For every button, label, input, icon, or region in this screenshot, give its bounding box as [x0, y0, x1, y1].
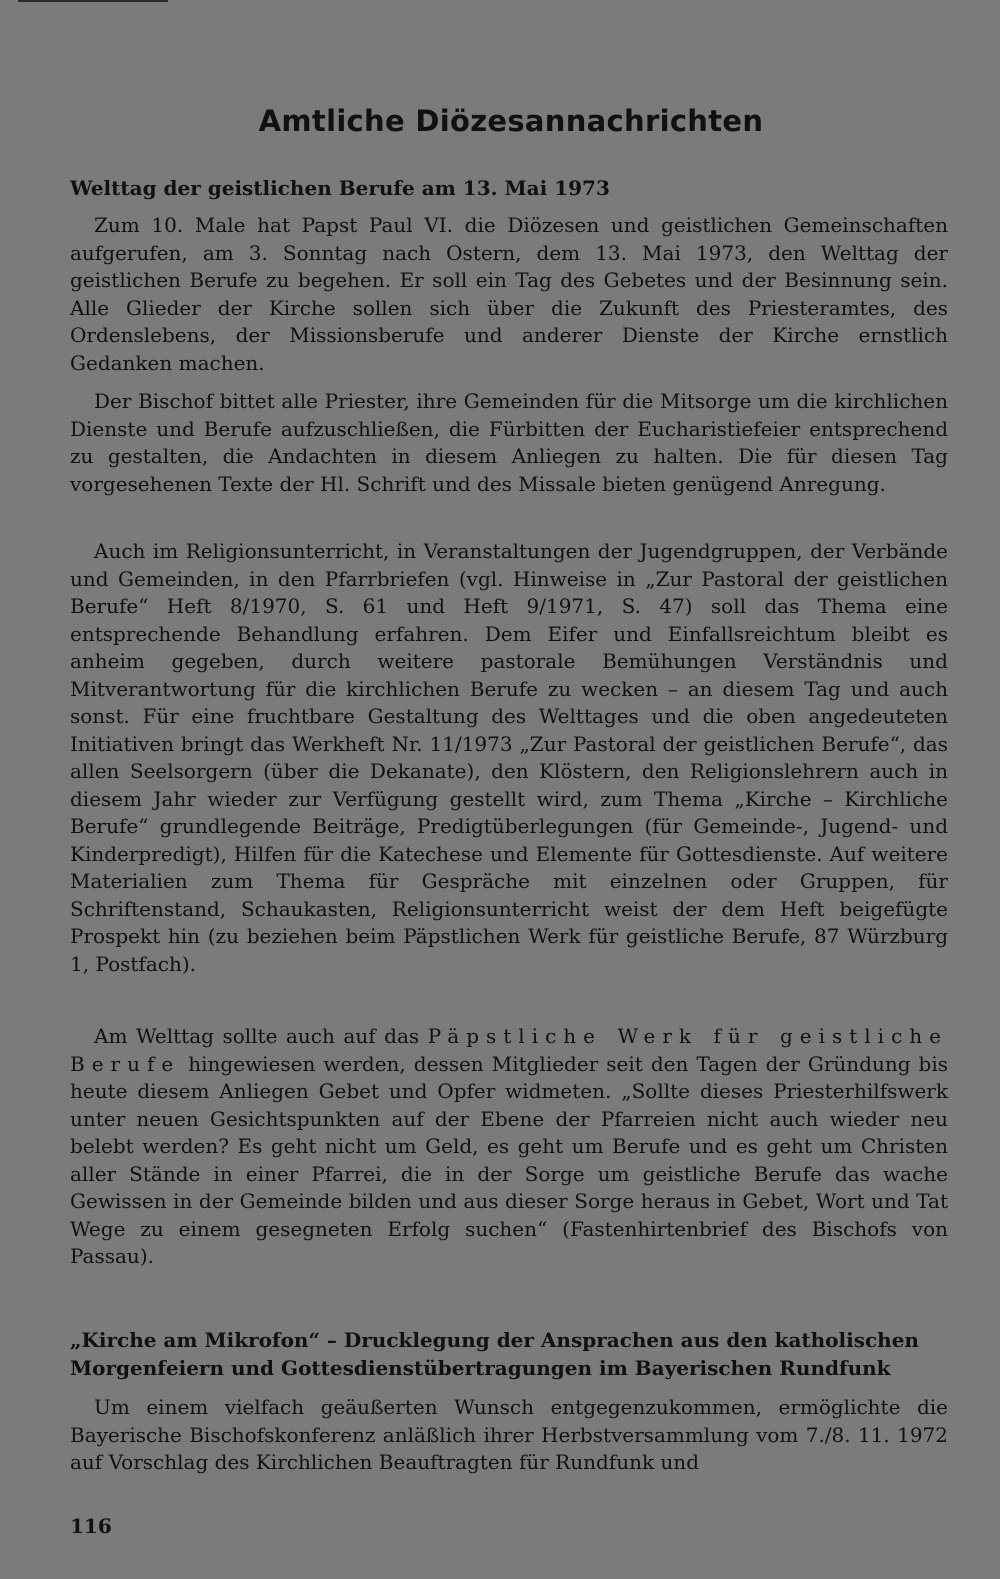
paragraph-1: Zum 10. Male hat Papst Paul VI. die Diözesen und geistlichen Gemeinschaften aufgerufen, am 3. Sonntag nach Ostern, dem 13. Mai 1973, den Welttag der geistlichen Berufe zu begehen. Er soll ein Tag des Gebetes und der Besinnung sein. Alle Glieder der Kirche sollen sich über die Zukunft des Priesteramtes, des Ordenslebens, der Missionsberufe und anderer Dienste der Kirche ernstlich Gedanken machen.	[70, 213, 948, 375]
page-number: 116	[70, 1514, 112, 1538]
top-rule	[18, 0, 168, 2]
paragraph-4-rest: hingewiesen werden, dessen Mitglieder seit den Tagen der Gründung bis heute diesem Anliegen Gebet und Opfer widmeten. „Sollte dieses Priesterhilfswerk unter neuen Gesichtspunkten auf der Ebene der Pfarreien nicht auch wieder neu belebt werden? Es geht nicht um Geld, es geht um Berufe und es geht um Christen aller Stände in einer Pfarrei, die in der Sorge um geistliche Berufe das wache Gewissen in der Gemeinde bilden und aus dieser Sorge heraus in Gebet, Wort und Tat Wege zu einem gesegneten Erfolg suchen“ (Fastenhirtenbrief des Bischofs von Passau).	[70, 1051, 948, 1268]
paragraph-4-intro: Am Welttag sollte auch auf das	[94, 1024, 428, 1048]
paragraph-3: Auch im Religionsunterricht, in Veranstaltungen der Jugendgruppen, der Verbände und Gemeinden, in den Pfarrbriefen (vgl. Hinweise in „Zur Pastoral der geistlichen Berufe“ Heft 8/1970, S. 61 und Heft 9/1971, S. 47) soll das Thema eine entsprechende Behandlung erfahren. Dem Eifer und Einfallsreichtum bleibt es anheim gegeben, durch weitere pastorale Bemühungen Verständnis und Mitverantwortung für die kirchlichen Berufe zu wecken – an diesem Tag und auch sonst. Für eine fruchtbare Gestaltung des Welttages und die oben angedeuteten Initiativen bringt das Werkheft Nr. 11/1973 „Zur Pastoral der geistlichen Berufe“, das allen Seelsorgern (über die Dekanate), den Klöstern, den Religionslehrern auch in diesem Jahr wieder zur Verfügung gestellt wird, zum Thema „Kirche – Kirchliche Berufe“ grundlegende Beiträge, Predigtüberlegungen (für Gemeinde-, Jugend- und Kinderpredigt), Hilfen für die Katechese und Elemente für Gottesdienste. Auf weitere Materialien zum Thema für Gespräche mit einzelnen oder Gruppen, für Schriftenstand, Schaukasten, Religionsunterricht weist der dem Heft beigefügte Prospekt hin (zu beziehen beim Päpstlichen Werk für geistliche Berufe, 87 Würzburg 1, Postfach).	[70, 539, 948, 976]
page-title: Amtliche Diözesannachrichten	[258, 104, 764, 138]
section-heading-welttag: Welttag der geistlichen Berufe am 13. Mai 1973	[70, 176, 610, 200]
paragraph-4	[70, 1023, 948, 1271]
section-heading-kirche-am-mikrofon: „Kirche am Mikrofon“ – Drucklegung der Ansprachen aus den katholischen Morgenfeiern und Gottesdienstübertragungen im Bayerischen Rundfunk	[70, 1328, 919, 1380]
paragraph-2: Der Bischof bittet alle Priester, ihre Gemeinden für die Mitsorge um die kirchlichen Dienste und Berufe aufzuschließen, die Fürbitten der Eucharistiefeier entsprechend zu gestalten, die Andachten in diesem Anliegen zu halten. Die für diesen Tag vorgesehenen Texte der Hl. Schrift und des Missale bieten genügend Anregung.	[70, 389, 948, 496]
paragraph-4-spaced-organization: Päpstliche Werk für geistliche Berufe	[70, 1024, 948, 1076]
paragraph-5: Um einem vielfach geäußerten Wunsch entgegenzukommen, ermöglichte die Bayerische Bischofskonferenz anläßlich ihrer Herbstversammlung vom 7./8. 11. 1972 auf Vorschlag des Kirchlichen Beauftragten für Rundfunk und	[70, 1395, 948, 1474]
